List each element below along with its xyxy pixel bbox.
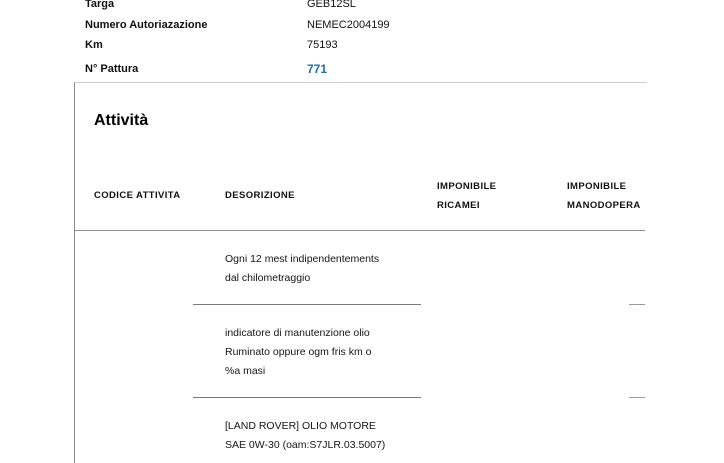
info-row-invoice: [85, 63, 645, 83]
activity-row-3-line-1: [LAND ROVER] OLIO MOTORE: [225, 420, 376, 432]
invoice-number-link[interactable]: 771: [307, 62, 328, 76]
column-header-code: CODICE ATTIVITA: [94, 190, 181, 201]
column-header-taxable-parts: [437, 177, 496, 215]
km-value: 75193: [307, 39, 338, 51]
activity-row-2-line-2: Ruminato oppure ogm fris km o: [225, 346, 372, 358]
column-header-taxable-labor-line2: MANODOPERA: [567, 200, 641, 211]
activity-row-3-description: [225, 417, 415, 455]
column-header-taxable-parts-line1: IMPONIBILE: [437, 181, 497, 192]
activity-row-2-divider: [193, 397, 421, 398]
activity-row-2-line-3: %a masi: [225, 365, 266, 377]
targa-value: GEB12SL: [307, 0, 356, 10]
invoice-number-label: N° Pattura: [85, 63, 139, 75]
column-header-taxable-parts-line2: RICAMEI: [437, 200, 480, 211]
activity-row-1-labor-divider: [629, 304, 645, 305]
activity-row-3-line-2: SAE 0W-30 (oam:S7JLR.03.5007): [225, 439, 386, 451]
info-row-km: [85, 39, 645, 59]
activity-row-1-description: [225, 250, 415, 288]
header-divider: [75, 230, 645, 231]
info-row-targa: [85, 0, 645, 18]
activities-panel: [74, 82, 647, 463]
column-header-description: DESORIZIONE: [225, 190, 295, 201]
info-row-authorization: [85, 19, 645, 39]
column-header-taxable-labor-line1: IMPONIBILE: [567, 181, 627, 192]
authorization-number-value: NEMEC2004199: [307, 19, 390, 31]
activity-row-1-line-2: dal chilometraggio: [225, 272, 311, 284]
column-header-taxable-labor: [567, 177, 641, 215]
activity-row-2-labor-divider: [629, 397, 645, 398]
targa-label: Targa: [85, 0, 115, 10]
activity-row-2-description: [225, 324, 415, 381]
activity-row-2-line-1: indicatore di manutenzione olio: [225, 327, 370, 339]
km-label: Km: [85, 39, 103, 51]
activity-row-1-line-1: Ogni 12 mest indipendentements: [225, 253, 380, 265]
activities-title: Attività: [94, 112, 149, 129]
authorization-number-label: Numero Autoriazazione: [85, 19, 208, 31]
activity-row-1-divider: [193, 304, 421, 305]
